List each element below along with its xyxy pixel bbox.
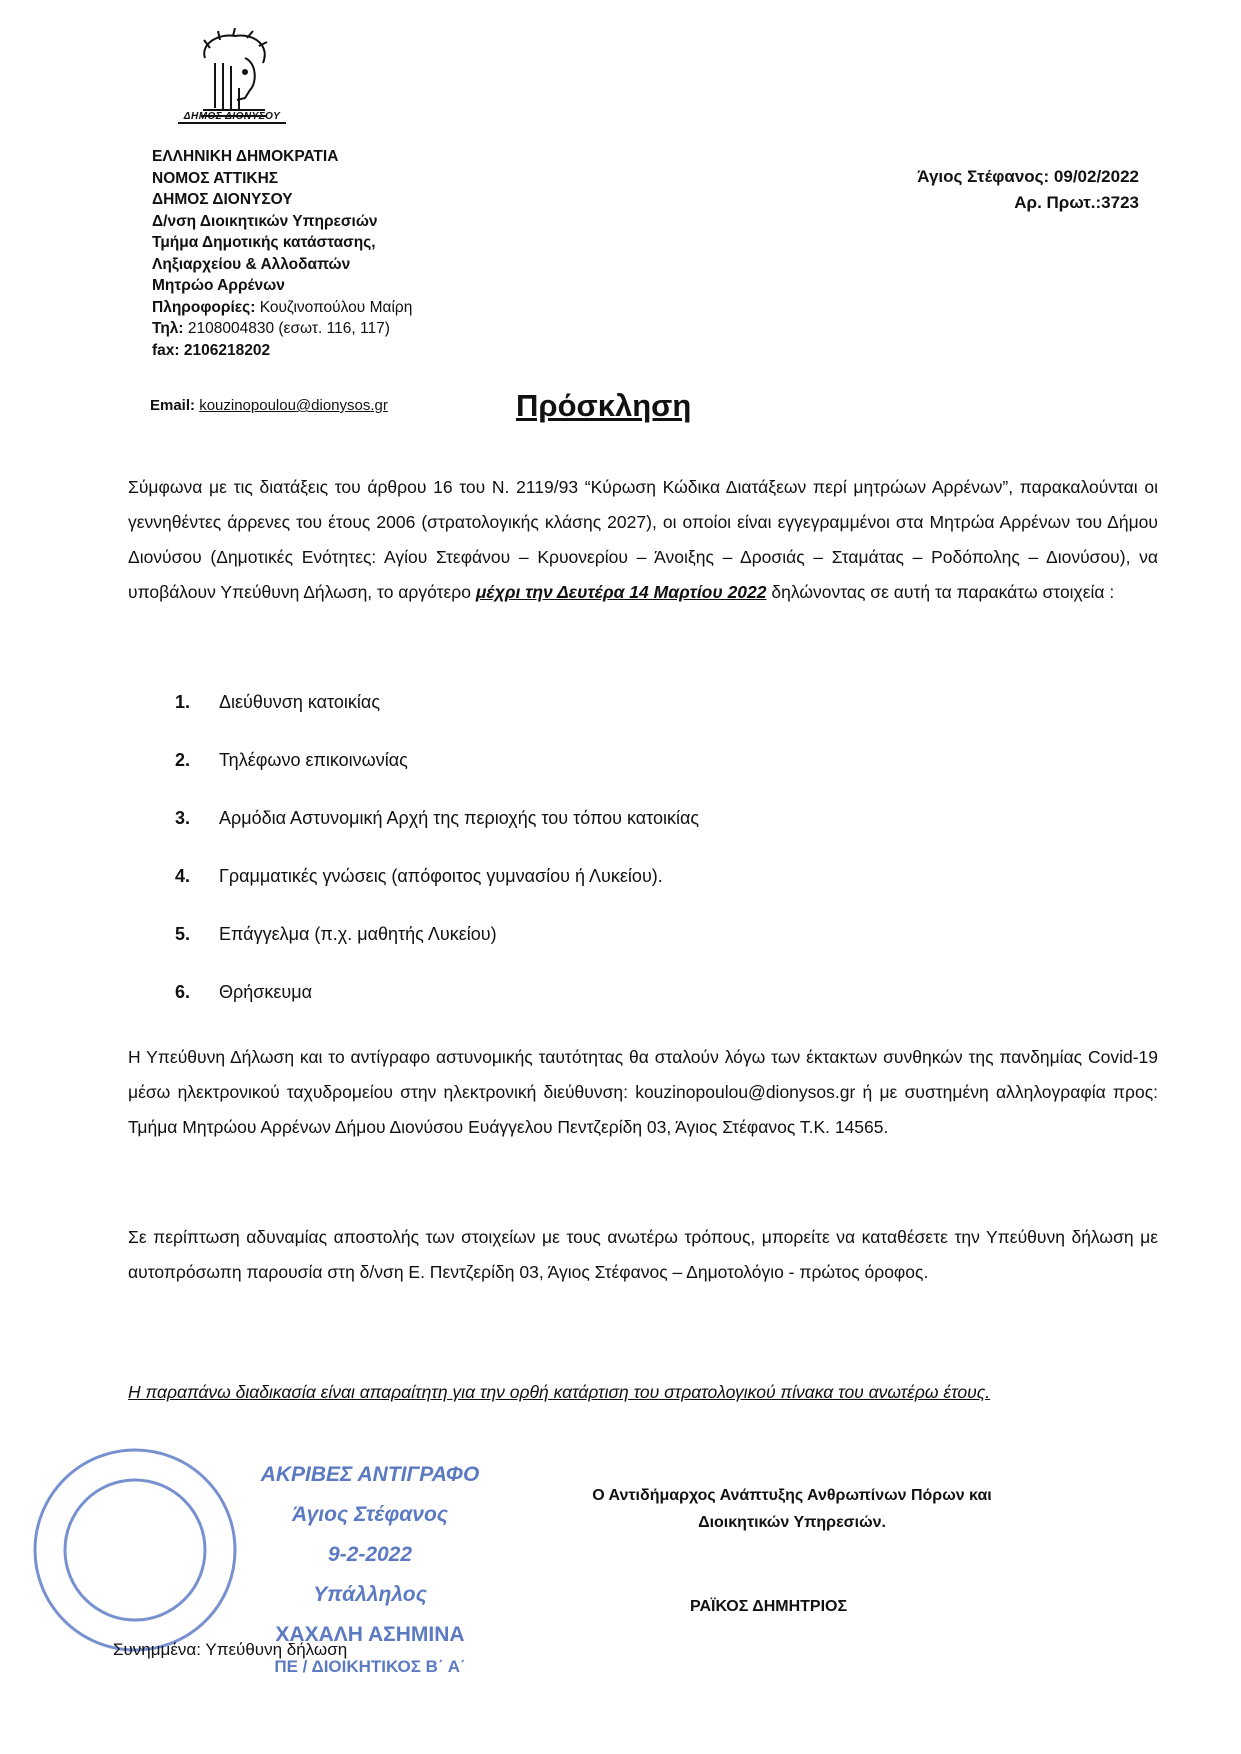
header-line: ΔΗΜΟΣ ΔΙΟΝΥΣΟΥ [152,191,293,208]
protocol-number: Αρ. Πρωτ.:3723 [1014,193,1139,212]
paragraph-in-person: Σε περίπτωση αδυναμίας αποστολής των στοιχείων με τους ανωτέρω τρόπους, μπορείτε να καταθέσετε την Υπεύθυνη δήλωση με αυτοπρόσωπη παρουσία στη δ/νση Ε. Πεντζερίδη 03, Άγιος Στέφανος – Δημοτολόγιο - πρώτος όροφος. [128,1227,1158,1282]
info-label: Πληροφορίες: [152,298,256,316]
item-text: Αρμόδια Αστυνομική Αρχή της περιοχής του τόπου κατοικίας [219,808,700,828]
sender-header [152,146,412,361]
round-municipal-seal-icon [25,1440,245,1660]
stamp-line: ΠΕ / ΔΙΟΙΚΗΤΙΚΟΣ Β΄ Α΄ [274,1657,466,1676]
info-value: Κουζινοπούλου Μαίρη [259,298,413,316]
header-line: ΕΛΛΗΝΙΚΗ ΔΗΜΟΚΡΑΤΙΑ [152,148,339,165]
header-line: Δ/νση Διοικητικών Υπηρεσιών [152,212,378,230]
role-line: Ο Αντιδήμαρχος Ανάπτυξης Ανθρωπίνων Πόρων και [592,1487,992,1504]
stamp-line: ΧΑΧΑΛΗ ΑΣΗΜΙΝΑ [275,1623,465,1646]
paragraph-necessity: Η παραπάνω διαδικασία είναι απαραίτητη για την ορθή κατάρτιση του στρατολογικού πίνακα του ανωτέρω έτους. [128,1382,991,1402]
item-number: 6. [175,982,191,1002]
list-item [175,924,699,982]
signatory-name: ΡΑΪΚΟΣ ΔΗΜΗΤΡΙΟΣ [690,1598,848,1615]
item-number: 3. [175,808,191,828]
document-meta [885,164,1139,216]
attachments-note: Συνημμένα: Υπεύθυνη δήλωση [113,1640,348,1659]
stamp-line: Υπάλληλος [313,1583,427,1606]
item-text: Τηλέφωνο επικοινωνίας [219,750,408,770]
logo-caption: ΔΗΜΟΣ ΔΙΟΝΥΣΟΥ [178,111,286,124]
item-text: Γραμματικές γνώσεις (απόφοιτος γυμνασίου ή Λυκείου). [219,866,663,886]
item-text: Επάγγελμα (π.χ. μαθητής Λυκείου) [219,924,497,944]
list-item [175,808,699,866]
item-number: 4. [175,866,191,886]
email-link[interactable]: kouzinopoulou@dionysos.gr [199,397,388,414]
header-line: Ληξιαρχείου & Αλλοδαπών [152,255,351,273]
list-item [175,750,699,808]
item-number: 1. [175,692,191,712]
list-item [175,866,699,924]
header-line: ΝΟΜΟΣ ΑΤΤΙΚΗΣ [152,169,279,187]
signatory-role [552,1482,1032,1536]
email-label: Email: [150,397,196,414]
list-item [175,982,699,1040]
header-line: Τμήμα Δημοτικής κατάστασης, [152,234,376,251]
header-tel [152,318,412,340]
document-title: Πρόσκληση [516,388,692,423]
intro-tail: δηλώνοντας σε αυτή τα παρακάτω στοιχεία : [766,582,1115,602]
list-item [175,692,699,750]
header-line: Μητρώο Αρρένων [152,277,285,294]
paragraph-intro [128,470,1158,610]
paragraph-submission: Η Υπεύθυνη Δήλωση και το αντίγραφο αστυνομικής ταυτότητας θα σταλούν λόγω των έκτακτων συνθηκών της πανδημίας Covid-19 μέσω ηλεκτρονικού ταχυδρομείου στην ηλεκτρονική διεύθυνση: kouzinopoulou@dionysos.gr ή με συστημένη αλληλογραφία προς: Τμήμα Μητρώου Αρρένων Δήμου Διονύσου Ευάγγελου Πεντζερίδη 03, Άγιος Στέφανος Τ.Κ. 14565. [128,1047,1158,1137]
header-info [152,297,412,319]
item-text: Θρήσκευμα [219,982,313,1002]
deadline-text: μέχρι την Δευτέρα 14 Μαρτίου 2022 [475,582,767,602]
required-items-list [175,692,699,1040]
role-line: Διοικητικών Υπηρεσιών. [698,1514,886,1531]
document-date: Άγιος Στέφανος: 09/02/2022 [917,167,1139,186]
item-text: Διεύθυνση κατοικίας [219,692,380,712]
header-email [150,397,388,414]
stamp-line: ΑΚΡΙΒΕΣ ΑΝΤΙΓΡΑΦΟ [260,1463,480,1486]
header-fax: fax: 2106218202 [152,341,271,359]
item-number: 5. [175,924,191,944]
tel-value: 2108004830 (εσωτ. 116, 117) [187,320,390,337]
item-number: 2. [175,750,191,770]
stamp-line: Άγιος Στέφανος [292,1503,448,1526]
tel-label: Τηλ: [152,320,184,337]
intro-text: Σύμφωνα με τις διατάξεις του άρθρου 16 του Ν. 2119/93 “Κύρωση Κώδικα Διατάξεων περί μητρώων Αρρένων”, παρακαλούνται οι γεννηθέντες άρρενες του έτους 2006 (στρατολογικής κλάσης 2027), οι οποίοι είναι εγγεγραμμένοι στα Μητρώα Αρρένων του Δήμου Διονύσου (Δημοτικές Ενότητες: Αγίου Στεφάνου – Κρυονερίου – Άνοιξης – Δροσιάς – Σταμάτας – Ροδόπολης – Διονύσου), να υποβάλουν Υπεύθυνη Δήλωση, το αργότερο [128,477,1158,602]
stamp-line: 9-2-2022 [327,1543,413,1566]
